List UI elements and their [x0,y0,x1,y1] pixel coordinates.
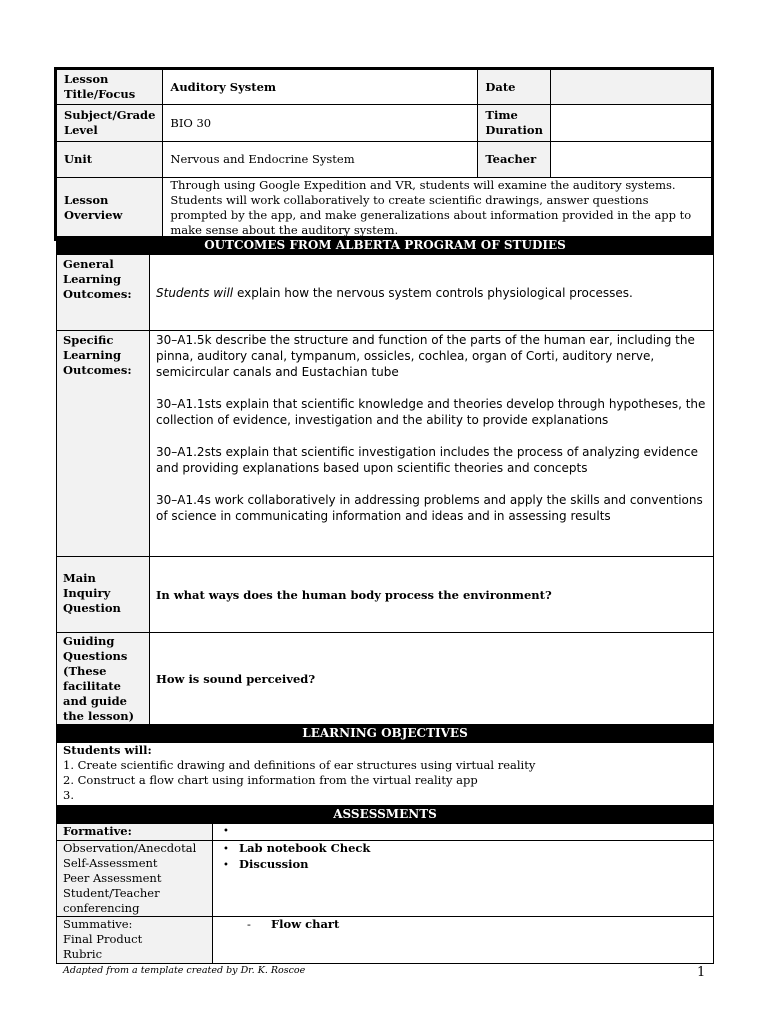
general-outcomes-rest: explain how the nervous system controls physiological processes. [233,285,633,300]
observation-value [213,841,714,917]
teacher-value [550,142,712,178]
observation-item: Discussion [239,857,309,871]
formative-label: Formative: [57,824,213,841]
time-label: Time Duration [478,105,551,142]
summative-line: Summative: [63,917,133,931]
summative-line: Final Product [63,932,143,946]
teacher-label: Teacher [478,142,551,178]
subject-value: BIO 30 [163,105,478,142]
observation-label [57,841,213,917]
summative-item: Flow chart [271,917,340,931]
bullet-icon: • [223,826,229,837]
specific-outcome-item: 30–A1.4s work collaboratively in addressing problems and apply the skills and conventions of science in communicating information and ideas and in assessing results [156,493,703,523]
observation-line: Student/Teacher conferencing [63,886,160,915]
specific-outcome-item: 30–A1.2sts explain that scientific investigation includes the process of analyzing evidence and providing explanations based upon scientific theories and concepts [156,445,698,475]
unit-label: Unit [56,142,163,178]
formative-value [213,824,714,841]
title-value: Auditory System [163,69,478,105]
objective-item: 1. Create scientific drawing and definitions of ear structures using virtual reality [63,758,536,772]
footer-credit: Adapted from a template created by Dr. K. Roscoe [63,965,306,976]
specific-outcomes-value [150,331,714,557]
general-outcomes-value [150,255,714,331]
dash-marker: - [247,917,251,931]
inquiry-question-label: Main Inquiry Question [57,557,150,633]
summative-line: Rubric [63,947,103,961]
specific-outcomes-label: Specific Learning Outcomes: [57,331,150,557]
specific-outcome-item: 30–A1.5k describe the structure and function of the parts of the human ear, including the pinna, auditory canal, tympanum, ossicles, cochlea, organ of Corti, auditory nerve, semicircular canals and Eustachian tube [156,333,695,379]
page-number: 1 [697,965,706,980]
general-outcomes-italic: Students will [156,285,234,300]
objectives-intro: Students will: [63,743,152,757]
bullet-icon: • [223,860,229,871]
outcomes-table [56,236,714,964]
lesson-info-table [54,67,714,241]
objectives-header: LEARNING OBJECTIVES [57,725,714,743]
inquiry-question-value: In what ways does the human body process the environment? [150,557,714,633]
general-outcomes-label: General Learning Outcomes: [57,255,150,331]
guiding-questions-value: How is sound perceived? [150,633,714,725]
observation-item: Lab notebook Check [239,841,371,855]
observation-line: Observation/Anecdotal [63,841,197,855]
subject-label: Subject/Grade Level [56,105,163,142]
observation-line: Self-Assessment [63,856,158,870]
overview-value: Through using Google Expedition and VR, students will examine the auditory systems. Students will work collaboratively to create scientific drawings, answer questions prompted by the app, and make generalizations about information provided in the app to make sense about the auditory system. [163,178,713,240]
observation-line: Peer Assessment [63,871,162,885]
date-value [550,69,712,105]
objectives-body [57,743,714,806]
bullet-icon: • [223,844,229,855]
guiding-questions-label: Guiding Questions (These facilitate and guide the lesson) [57,633,150,725]
specific-outcome-item: 30–A1.1sts explain that scientific knowledge and theories develop through hypotheses, the collection of evidence, investigation and the ability to provide explanations [156,397,706,427]
objective-item: 2. Construct a flow chart using information from the virtual reality app [63,773,478,787]
outcomes-header: OUTCOMES FROM ALBERTA PROGRAM OF STUDIES [57,237,714,255]
unit-value: Nervous and Endocrine System [163,142,478,178]
assessments-header: ASSESSMENTS [57,806,714,824]
objective-item: 3. [63,788,74,802]
title-label: Lesson Title/Focus [56,69,163,105]
overview-label: Lesson Overview [56,178,163,240]
summative-value [213,917,714,964]
time-value [550,105,712,142]
summative-label [57,917,213,964]
date-label: Date [478,69,551,105]
